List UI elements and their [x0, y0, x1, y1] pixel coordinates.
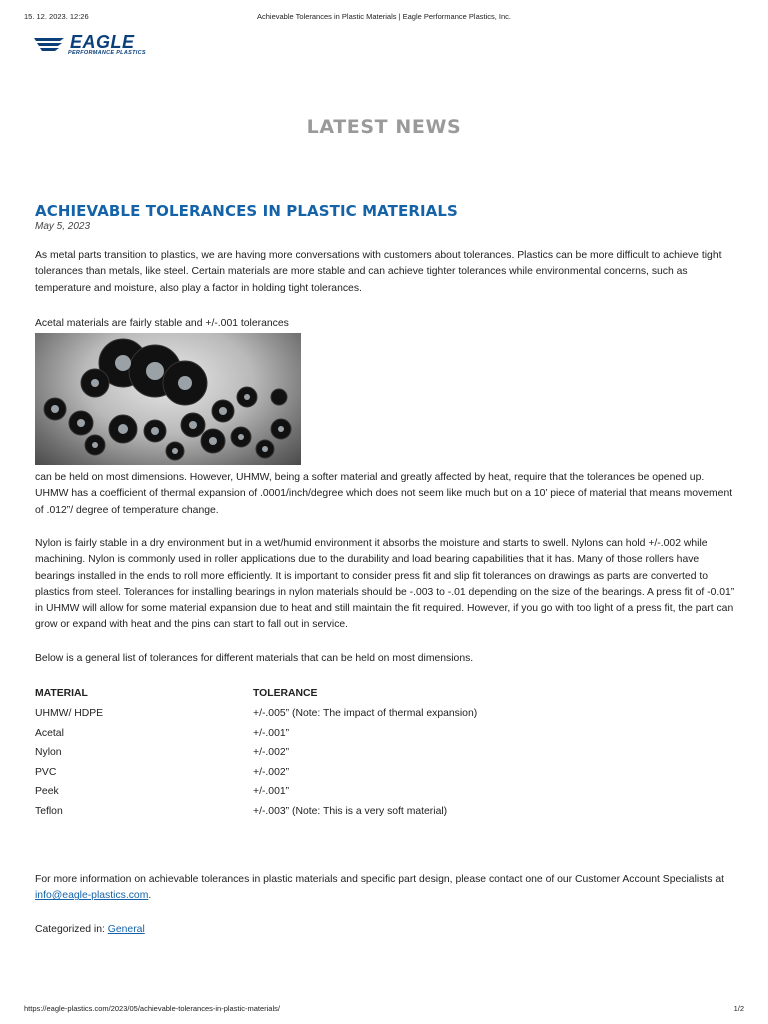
material-cell: PVC: [35, 766, 57, 778]
tolerance-cell: +/-.005” (Note: The impact of thermal expansion): [253, 708, 478, 719]
rollers-illustration: [35, 333, 301, 465]
article-paragraph-contact: [35, 872, 735, 905]
tolerance-cell: +/-.001”: [253, 727, 290, 739]
eagle-wing-icon: [34, 36, 70, 52]
article-paragraph-table-intro: Below is a general list of tolerances for different materials that can be held on most dimensions.: [35, 653, 474, 664]
article-paragraph-acetal: Acetal materials are fairly stable and +/-.001 tolerances: [35, 318, 289, 329]
article-paragraph-uhmw: can be held on most dimensions. However, UHMW, being a softer material and greatly affected by heat, require that the tolerances be opened up. UHMW has a coefficient of thermal expansion of .0001/inch/degree which does not seem like much but on a 10’ piece of material that means movement of .012”/ degree of temperature change.: [35, 472, 733, 516]
table-header-row: [35, 688, 735, 707]
table-row: [35, 806, 735, 825]
material-cell: Peek: [35, 786, 59, 797]
print-page-title: Achievable Tolerances in Plastic Materials | Eagle Performance Plastics, Inc.: [256, 12, 511, 21]
column-header-material: MATERIAL: [35, 688, 88, 699]
tolerance-cell: +/-.003” (Note: This is a very soft material): [253, 805, 448, 817]
contact-text: For more information on achievable tolerances in plastic materials and specific part design, please contact one of our Customer Account Specialists at: [35, 874, 725, 885]
contact-text-end: .: [148, 890, 152, 902]
material-cell: Acetal: [35, 727, 64, 739]
table-row: [35, 767, 735, 786]
category-label: Categorized in:: [35, 924, 108, 935]
tolerance-cell: +/-.002”: [253, 766, 290, 778]
eagle-logo[interactable]: [34, 34, 164, 60]
table-row: [35, 708, 735, 727]
column-header-tolerance: TOLERANCE: [253, 688, 318, 699]
material-cell: Teflon: [35, 805, 63, 817]
plastic-rollers-photo: [35, 333, 301, 465]
category-link-general[interactable]: General: [107, 924, 145, 935]
tolerance-cell: +/-.001”: [253, 786, 290, 797]
logo-wordmark: EAGLE: [70, 32, 135, 52]
article-paragraph-nylon: Nylon is fairly stable in a dry environment but in a wet/humid environment it absorbs the moisture and starts to swell. Nylons can hold +/-.002 while machining. Nylon is commonly used in roller applications due to the durability and load bearing capabilities that it has. Many of those rollers have bearings installed in the ends to roll more efficiently. It is important to consider press fit and slip fit tolerances on drawings as parts are converted to plastics from steel. Tolerances for installing bearings in nylon materials should be -.003 to -.01 depending on the size of the bearings. A press fit of -0.01” in UHMW will allow for some material expansion due to heat and still maintain the fit required. However, if you go with too light of a press fit, the part can grow or expand with heat and the pins can start to fall out in service.: [35, 538, 735, 631]
contact-email-link[interactable]: info@eagle-plastics.com: [35, 890, 149, 902]
print-datetime: 15. 12. 2023. 12:26: [24, 12, 89, 21]
table-row: [35, 747, 735, 766]
table-row: [35, 728, 735, 747]
tolerance-cell: +/-.002”: [253, 747, 290, 758]
article-title: ACHIEVABLE TOLERANCES IN PLASTIC MATERIALS: [35, 202, 458, 220]
print-url: https://eagle-plastics.com/2023/05/achievable-tolerances-in-plastic-materials/: [24, 1004, 280, 1013]
print-page-number: 1/2: [733, 1004, 744, 1013]
material-cell: UHMW/ HDPE: [35, 708, 104, 719]
section-title: LATEST NEWS: [306, 116, 462, 138]
article-category: [35, 922, 735, 938]
article-date: May 5, 2023: [35, 221, 91, 232]
logo-tagline: PERFORMANCE PLASTICS: [68, 50, 146, 56]
material-cell: Nylon: [35, 747, 62, 758]
article-paragraph-intro: As metal parts transition to plastics, we are having more conversations with customers about tolerances. Plastics can be more difficult to achieve tight tolerances than metals, like steel. Certain materials are more stable and can achieve tighter tolerances while environmental concerns, such as temperature and moisture, also play a factor in holding tight tolerances.: [35, 250, 722, 294]
table-row: [35, 786, 735, 805]
